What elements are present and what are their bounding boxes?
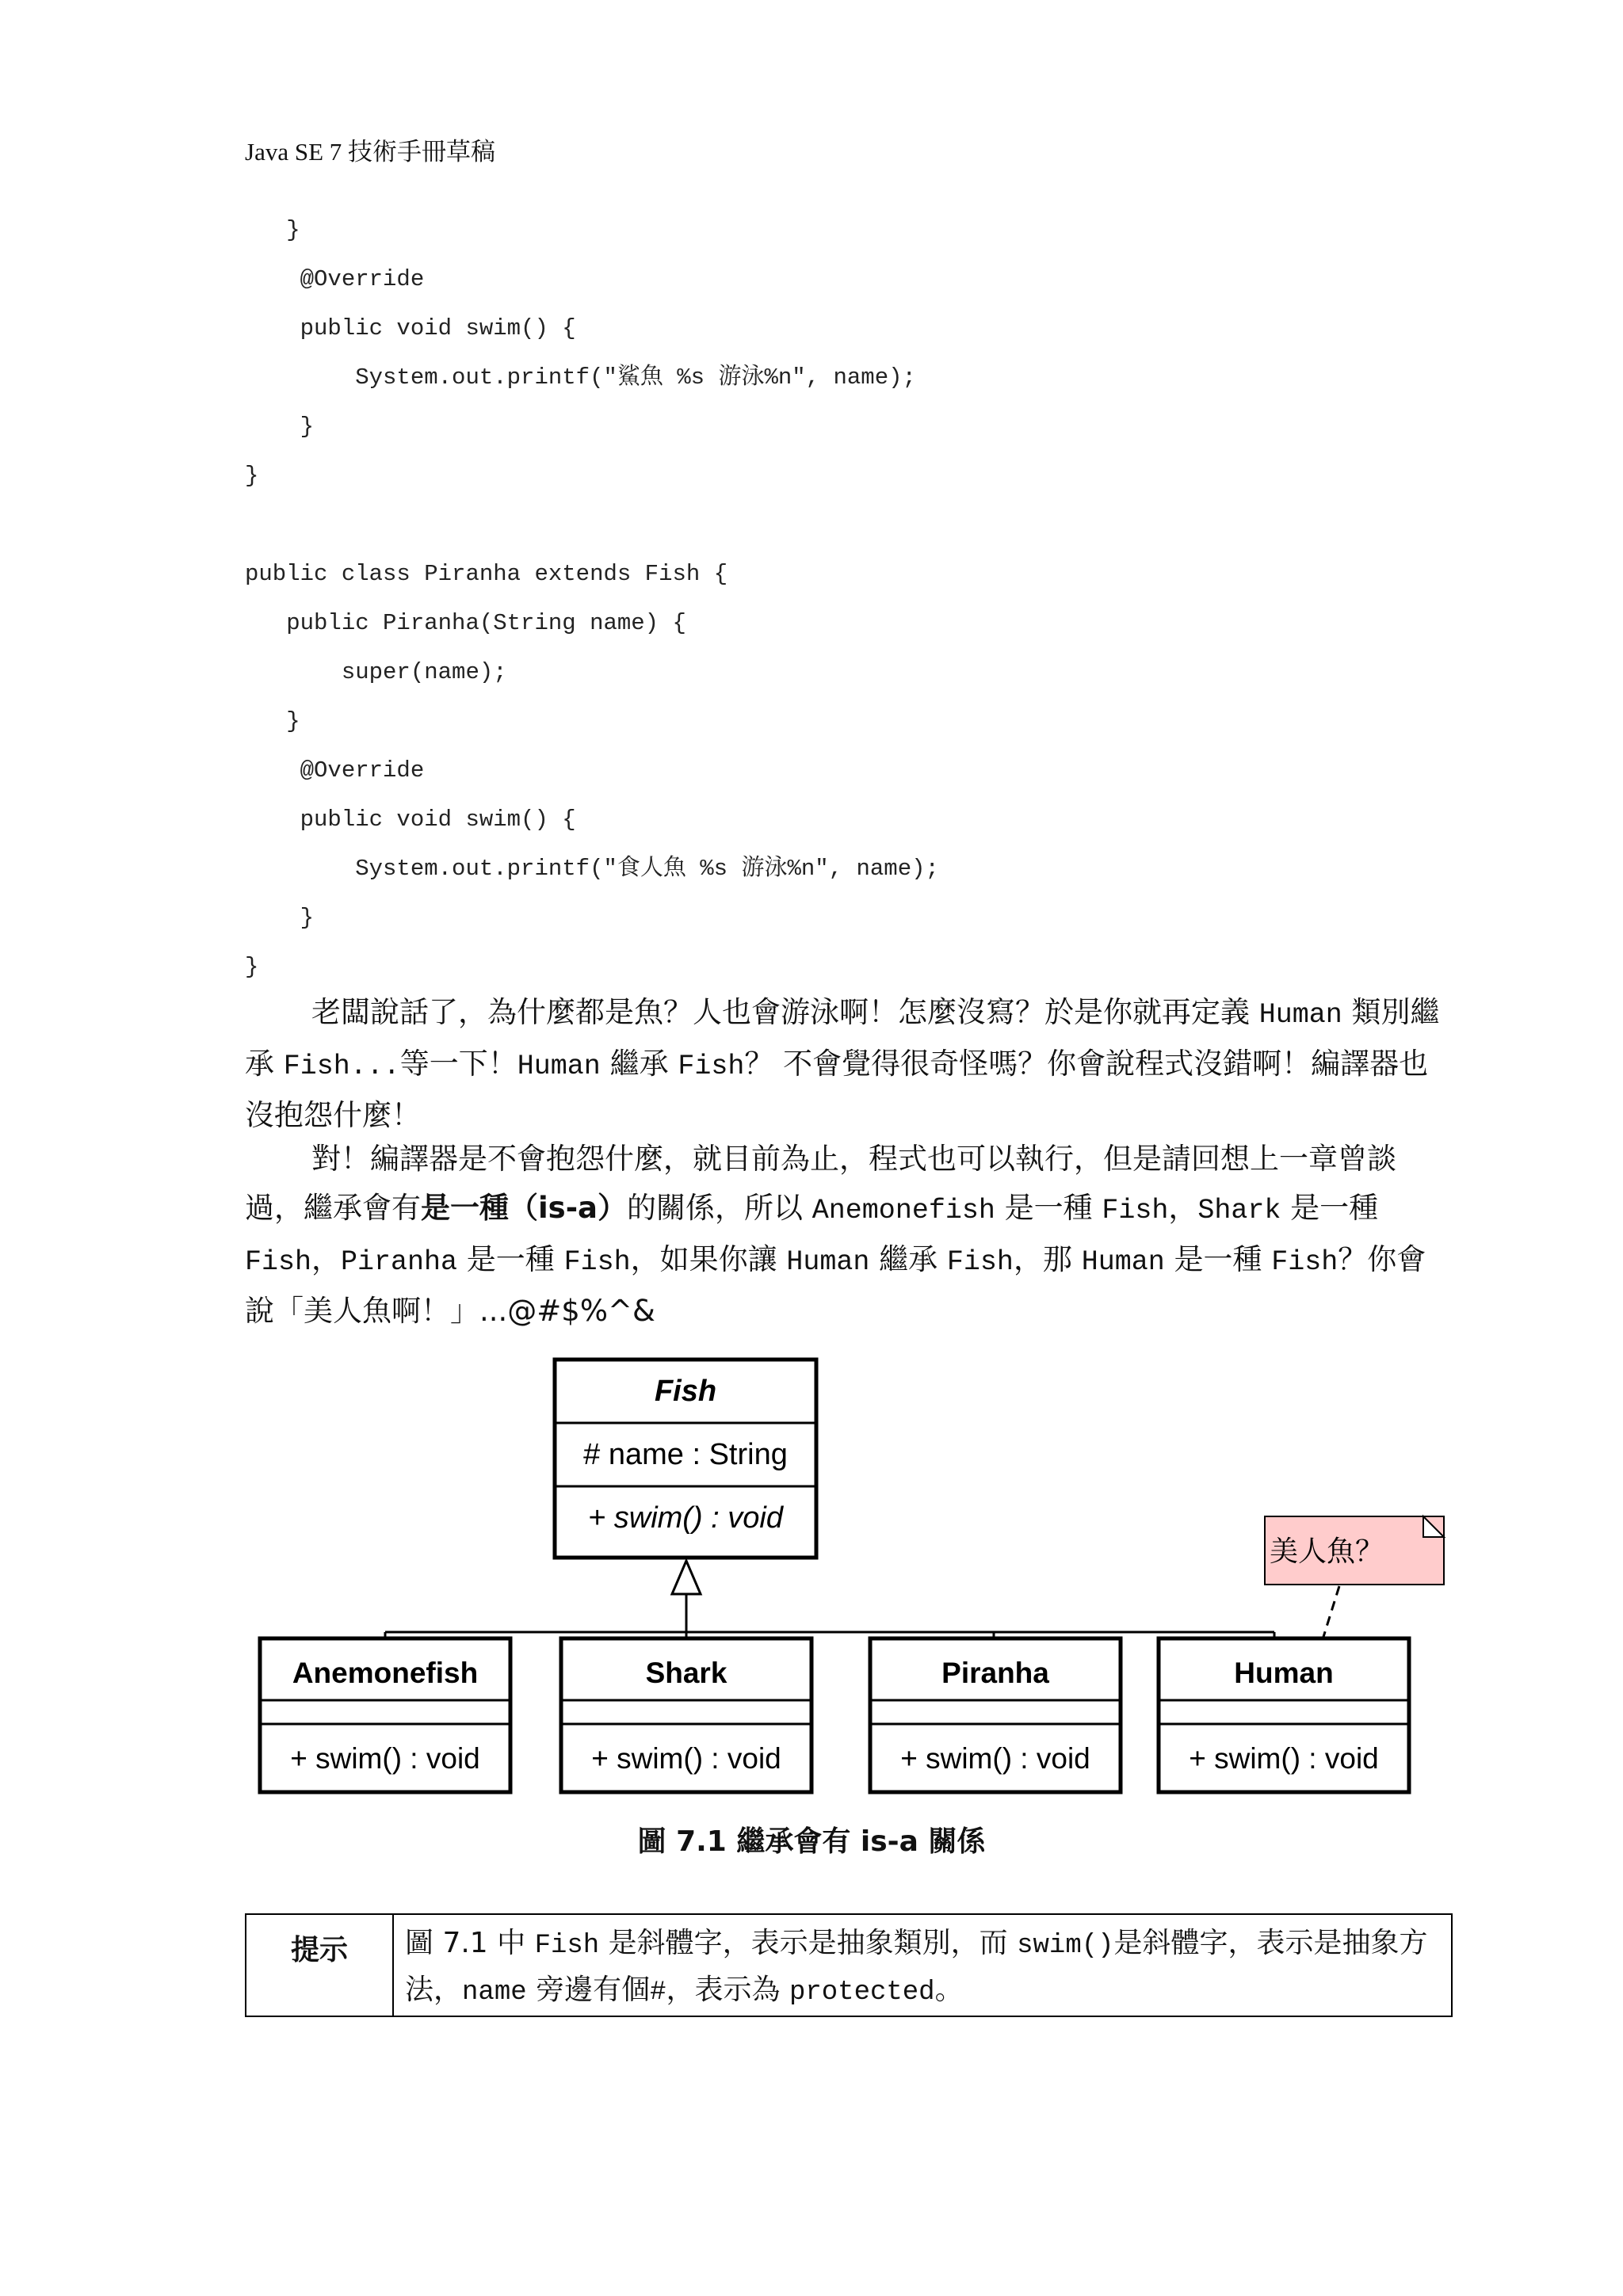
- text: 老闆說話了，為什麼都是魚？人也會游泳啊！怎麼沒寫？於是你就再定義: [311, 995, 1259, 1029]
- text: ？你會說「美人魚啊！」...@#$%^&: [245, 1242, 1426, 1328]
- code-text: Shark: [1197, 1195, 1281, 1226]
- text: 是斜體字，表示是抽象方法，: [405, 1927, 1428, 2006]
- code-line: System.out.printf("食人魚 %s 游泳%n", name);: [245, 856, 939, 882]
- tip-label: 提示: [246, 1915, 394, 2016]
- uml-note: [1265, 1516, 1444, 1585]
- figure-caption: 圖 7.1 繼承會有 is-a 關係: [637, 1825, 986, 1858]
- tip-box: [245, 1913, 1453, 2017]
- code-line: public class Piranha extends Fish {: [245, 561, 728, 587]
- text: 類別繼承: [245, 995, 1440, 1081]
- text: 是一種: [1281, 1191, 1379, 1225]
- code-line: public void swim() {: [245, 315, 576, 341]
- code-text: Fish: [1102, 1195, 1169, 1226]
- class-name: Human: [1234, 1657, 1334, 1689]
- code-text: Human: [517, 1051, 601, 1082]
- generalization-arrowhead: [672, 1561, 701, 1594]
- code-text: Human: [786, 1246, 870, 1278]
- class-method: + swim() : void: [588, 1501, 783, 1535]
- text: 是一種: [1164, 1242, 1272, 1276]
- code-line: System.out.printf("鯊魚 %s 游泳%n", name);: [245, 364, 916, 391]
- code-text: Fish...: [283, 1051, 400, 1082]
- text: 繼承: [600, 1047, 678, 1081]
- uml-class-fish: [555, 1360, 816, 1558]
- text: 圖 7.1 中: [405, 1927, 535, 1959]
- text: ，如果你讓: [630, 1242, 787, 1276]
- text: 旁邊有個: [526, 1974, 651, 2006]
- text: ？ 不會覺得很奇怪嗎？你會說程式沒錯啊！編譯器也沒抱怨什麼！: [245, 1047, 1429, 1132]
- code-line: }: [245, 905, 315, 931]
- text: 對！編譯器是不會抱怨什麼，就目前為止，程式也可以執行，但是請回想上一章曾談過，繼承會有: [245, 1142, 1396, 1225]
- text: 是一種: [995, 1191, 1102, 1225]
- code-text: protected: [789, 1978, 935, 2008]
- code-text: Fish: [534, 1931, 600, 1961]
- tip-text: [394, 1915, 1451, 2016]
- code-text: Fish: [245, 1246, 312, 1278]
- class-name: Piranha: [941, 1657, 1049, 1689]
- code-text: Human: [1258, 999, 1342, 1031]
- text: ，表示為: [666, 1974, 789, 2006]
- text: ，那: [1013, 1242, 1082, 1276]
- uml-class-anemonefish: [260, 1638, 510, 1792]
- code-line: }: [245, 414, 315, 440]
- code-text: Human: [1081, 1246, 1165, 1278]
- text: ，: [311, 1242, 342, 1276]
- text: 繼承: [869, 1242, 947, 1276]
- code-line: @Override: [245, 266, 425, 292]
- code-text: Anemonefish: [812, 1195, 995, 1226]
- code-line: }: [245, 954, 259, 980]
- code-text: Fish: [678, 1051, 745, 1082]
- text: 是斜體字，表示是抽象類別，而: [599, 1927, 1018, 1959]
- class-method: + swim() : void: [591, 1742, 781, 1775]
- code-text: Piranha: [341, 1246, 458, 1278]
- uml-diagram: [252, 1347, 1457, 1798]
- class-name: Fish: [654, 1375, 717, 1408]
- code-line: [245, 501, 939, 550]
- text: 的關係，所以: [627, 1191, 812, 1225]
- code-text: name: [462, 1978, 527, 2008]
- uml-class-shark: [561, 1638, 812, 1792]
- code-line: public Piranha(String name) {: [245, 610, 686, 636]
- bold-text: 是一種（is-a）: [421, 1191, 628, 1225]
- text: 是一種: [457, 1242, 564, 1276]
- class-method: + swim() : void: [1189, 1742, 1379, 1775]
- paragraph-is-a: [245, 1135, 1449, 1336]
- class-name: Shark: [645, 1657, 727, 1689]
- class-name: Anemonefish: [292, 1657, 479, 1689]
- code-line: public void swim() {: [245, 807, 576, 833]
- code-line: @Override: [245, 757, 425, 784]
- paragraph-human-question: [245, 988, 1449, 1140]
- code-line: super(name);: [245, 659, 507, 685]
- note-connector: [1323, 1586, 1339, 1637]
- code-line: }: [245, 708, 300, 734]
- inheritance-lines: [385, 1594, 1274, 1664]
- text: 。: [934, 1974, 964, 2006]
- class-attribute: # name : String: [583, 1438, 788, 1471]
- code-line: }: [245, 463, 259, 489]
- code-text: Fish: [946, 1246, 1014, 1278]
- code-line: }: [245, 217, 300, 243]
- code-block: [245, 206, 939, 992]
- text: 等一下！: [399, 1047, 517, 1081]
- code-text: #: [650, 1978, 666, 2008]
- code-text: swim(): [1017, 1931, 1114, 1961]
- uml-class-human: [1159, 1638, 1409, 1792]
- note-text: 美人魚？: [1270, 1535, 1384, 1568]
- uml-class-piranha: [870, 1638, 1121, 1792]
- class-method: + swim() : void: [900, 1742, 1090, 1775]
- code-text: Fish: [563, 1246, 631, 1278]
- page-header: Java SE 7 技術手冊草稿: [245, 138, 496, 166]
- code-text: Fish: [1271, 1246, 1338, 1278]
- class-method: + swim() : void: [290, 1742, 480, 1775]
- text: ，: [1168, 1191, 1198, 1225]
